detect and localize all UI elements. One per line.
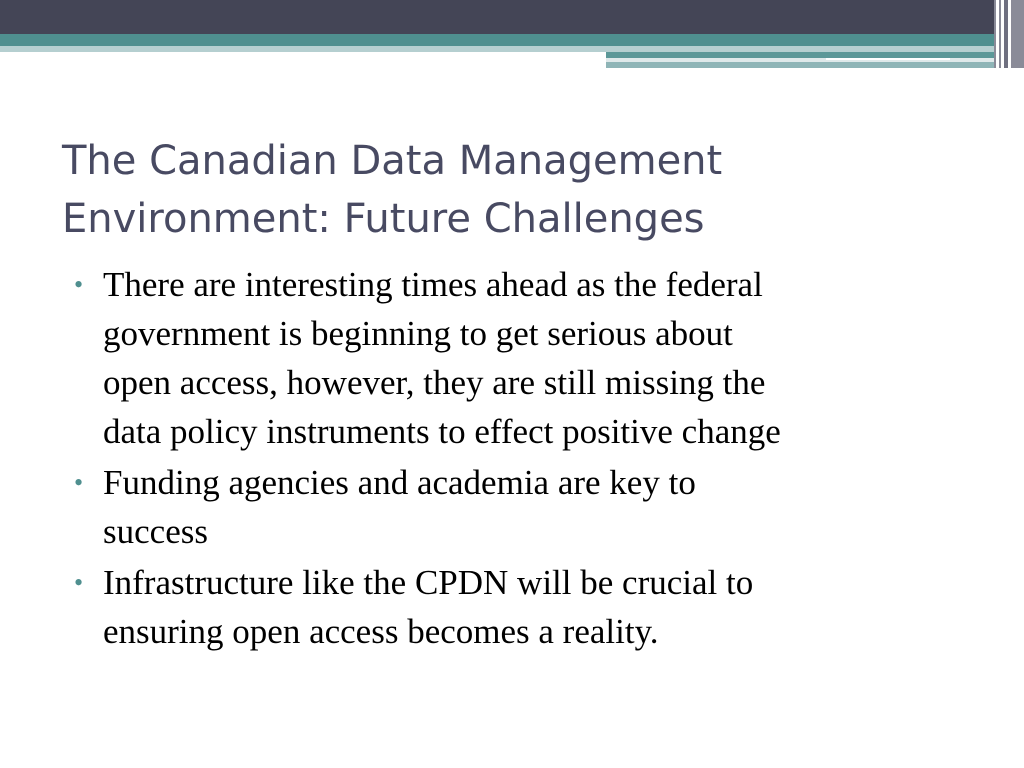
slide-title-line: Environment: Future Challenges	[62, 196, 705, 242]
slide-title-line: The Canadian Data Management	[62, 138, 723, 184]
bullet-text-line: Infrastructure like the CPDN will be crucial to	[103, 563, 754, 602]
bullet-text-line: success	[103, 512, 208, 551]
bullet-text-line: Funding agencies and academia are key to	[103, 463, 696, 502]
bullet-item	[74, 260, 974, 456]
header-vertical-stripes	[994, 0, 1024, 68]
header-band-dark	[0, 0, 1024, 34]
header-accent-band	[606, 62, 1006, 68]
header-band-teal	[0, 34, 1024, 46]
bullet-list	[74, 260, 974, 658]
bullet-icon: •	[74, 468, 84, 497]
slide-title	[62, 132, 962, 248]
bullet-item	[74, 558, 974, 656]
bullet-text-line: data policy instruments to effect positive change	[103, 412, 781, 451]
bullet-text-line: open access, however, they are still missing the	[103, 363, 766, 402]
bullet-item	[74, 458, 974, 556]
bullet-text-line: government is beginning to get serious about	[103, 314, 733, 353]
bullet-text-line: There are interesting times ahead as the federal	[103, 265, 763, 304]
bullet-icon: •	[74, 270, 84, 299]
bullet-text-line: ensuring open access becomes a reality.	[103, 612, 659, 651]
header-accent-line	[826, 58, 950, 60]
bullet-icon: •	[74, 568, 84, 597]
